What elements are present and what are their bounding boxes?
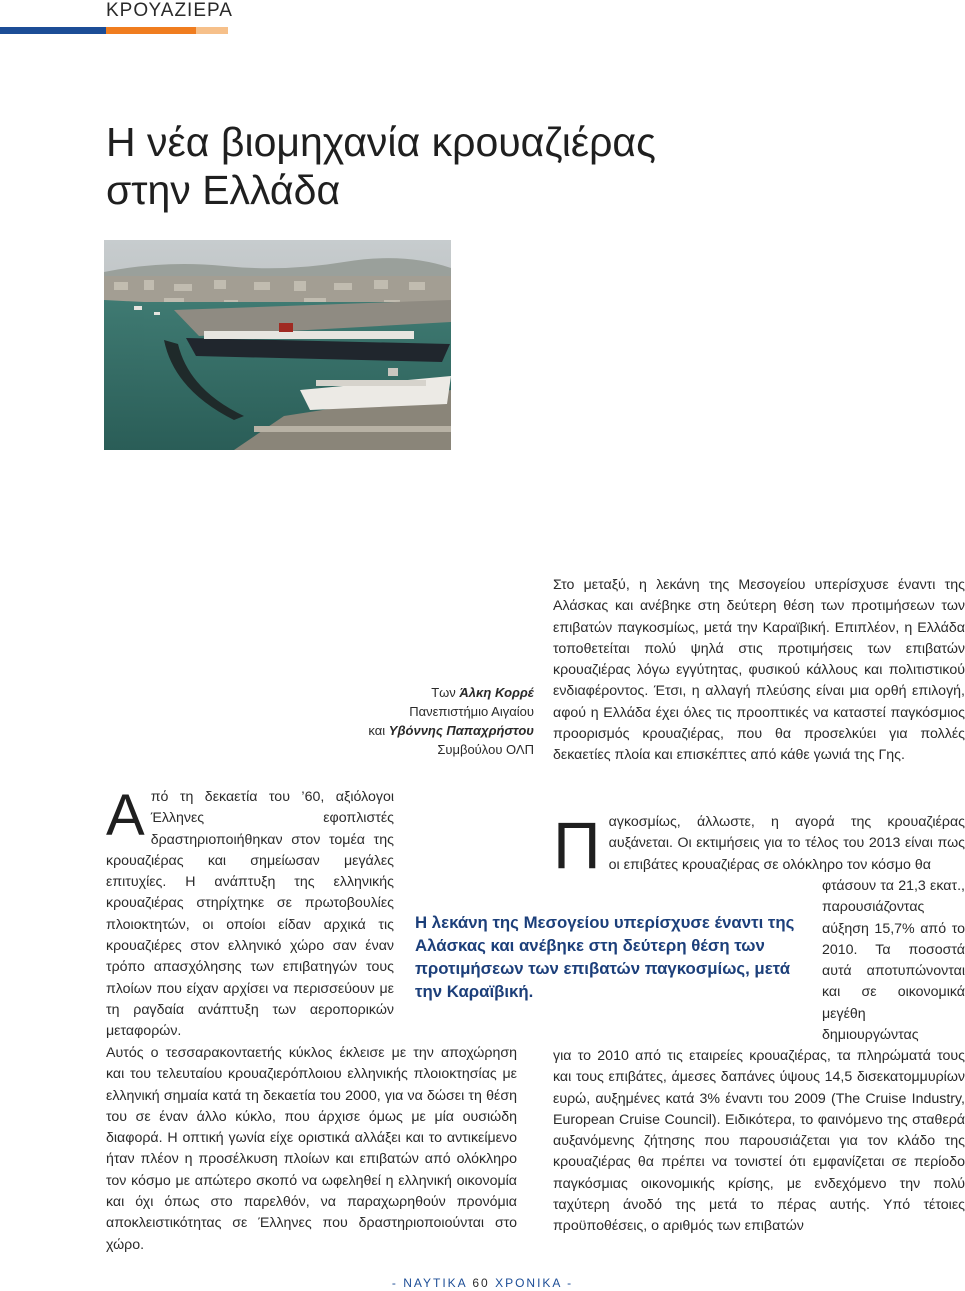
harbor-cruise-ships-photo	[104, 240, 451, 450]
article-title	[106, 118, 656, 214]
byline-affiliation1: Πανεπιστήμιο Αιγαίου	[409, 704, 534, 719]
article-title-line2: στην Ελλάδα	[106, 167, 341, 213]
byline-author1-line	[368, 683, 534, 702]
left-column-paragraph-2: Αυτός ο τεσσαρακονταετής κύκλος έκλεισε με την αποχώρηση και του τελευταίου κρουαζιερόπλοιου ελληνικής πλοιοκτησίας με ελληνική σημαία κατά τη δεκαετία του 2000, για να δώσει τη θέση του σε έναν άλλο κύκλο, που άρχισε όμως με μία ουσιώδη διαφορά. Η οπτική γωνία είχε οριστικά αλλάξει και το αντικείμενο ήταν πλέον η προσέλκυση πλοίων και επιβατών από ολόκληρο τον κόσμο με απώτερο σκοπό να ωφεληθεί η ελληνική οικονομία και όχι όπως στο παρελθόν, να παραχωρηθούν προνόμια αποκλειστικότητας σε Έλληνες που δραστηριοποιούνται στο χώρο.	[106, 1045, 517, 1253]
footer-right: ΧΡΟΝΙΚΑ -	[495, 1276, 574, 1290]
left-dropcap: Α	[106, 783, 145, 848]
header-rule-peach	[196, 27, 228, 34]
byline	[368, 683, 534, 759]
page-number: 60	[472, 1276, 490, 1290]
footer-left: - ΝΑΥΤΙΚΑ	[391, 1276, 468, 1290]
right-dropcap: Π	[553, 808, 601, 882]
right-column-paragraph-3: για το 2010 από τις εταιρείες κρουαζιέρας, τα πληρώματά τους και τους επιβάτες, άμεσες δαπάνες ύψους 14,5 δισεκατομμυρίων ευρώ, αυξημένες κατά 3% έναντι του 2009 (The Cruise Industry, European Cruise Council). Ειδικότερα, το φαινόμενο της σταθερά αυξανόμενης ζήτησης που παρουσιάζεται για τον κλάδο της κρουαζιέρας θα πρέπει να τονιστεί ότι εμφανίζεται σε περίοδο παγκόσμιας οικονομικής κρίσης, με ενδεχόμενο την πολύ ταχύτερη άνοδό της μετά το πέρας αυτής. Υπό τέτοιες προϋποθέσεις, ο αριθμός των επιβατών	[553, 1048, 965, 1235]
right-column-paragraph-2	[553, 808, 965, 882]
byline-author1: Άλκη Κορρέ	[459, 685, 534, 700]
section-label: ΚΡΟΥΑΖΙΕΡΑ	[106, 0, 233, 21]
byline-author2: Υβόννης Παπαχρήστου	[388, 723, 534, 738]
right-column-paragraph-1: Στο μεταξύ, η λεκάνη της Μεσογείου υπερίσχυσε έναντι της Αλάσκας και ανέβηκε στη δεύτερη θέση των προτιμήσεων των επιβατών παγκοσμίως, μετά την Καραϊβική. Επιπλέον, η Ελλάδα τοποθετείται πολύ ψηλά στις προτιμήσεις των επιβατών κρουαζιέρας λόγω εγγύτητας, φυσικού κάλλους και πολιτιστικού ενδιαφέροντος. Έτσι, η αλλαγή πλεύσης είναι μια ορθή επιλογή, αφού η Ελλάδα έχει όλες τις προοπτικές να καταστεί παγκόσμιος προορισμός κρουαζιέρας, που θα προσελκύει για πολλές δεκαετίες πλοία και επισκέπτες από κάθε γωνιά της Γης.	[553, 577, 965, 764]
right-column-wrap-text: φτάσουν τα 21,3 εκατ., παρουσιάζοντας αύξηση 15,7% από το 2010. Τα ποσοστά αυτά αποτυπώνονται και σε οικονομικά μεγέθη δημιουργώντας	[822, 878, 965, 1044]
byline-prefix1: Των	[431, 685, 460, 700]
header-rule-blue	[0, 27, 106, 34]
byline-author2-line	[368, 721, 534, 740]
left-column-paragraph-1	[106, 783, 394, 1043]
right-paragraph-2-text: αγκοσμίως, άλλωστε, η αγορά της κρουαζιέρας αυξάνεται. Οι εκτιμήσεις για το τέλος του 2013 είναι πως οι επιβάτες κρουαζιέρας σε ολόκληρο τον κόσμο θα	[608, 814, 965, 873]
header-rule-orange	[106, 27, 196, 34]
pull-quote: Η λεκάνη της Μεσογείου υπερίσχυσε έναντι της Αλάσκας και ανέβηκε στη δεύτερη θέση των προτιμήσεων των επιβατών παγκοσμίως, μετά την Καραϊβική.	[415, 913, 795, 1001]
page-footer	[0, 1276, 965, 1290]
left-paragraph-1-text: πό τη δεκαετία του ’60, αξιόλογοι Έλληνες εφοπλιστές δραστηριοποιήθηκαν στον τομέα της κρουαζιέρας και σημείωσαν μεγάλες επιτυχίες. Η ανάπτυξη της ελληνικής κρουαζιέρας στηρίχτηκε σε πρωτοβουλίες πλοιοκτητών, οι οποίοι είδαν αρχικά τις κρουαζιέρες στον ελληνικό χώρο σαν έναν τρόπο απασχόλησης των επιβατηγών τους πλοίων που είχαν αρχίσει να περισσεύουν με τη ραγδαία ανάπτυξη των αεροπορικών μεταφορών.	[106, 789, 394, 1040]
byline-affiliation2: Συμβούλου ΟΛΠ	[437, 742, 534, 757]
byline-prefix2: και	[368, 723, 389, 738]
article-title-line1: Η νέα βιομηχανία κρουαζιέρας	[106, 119, 656, 165]
